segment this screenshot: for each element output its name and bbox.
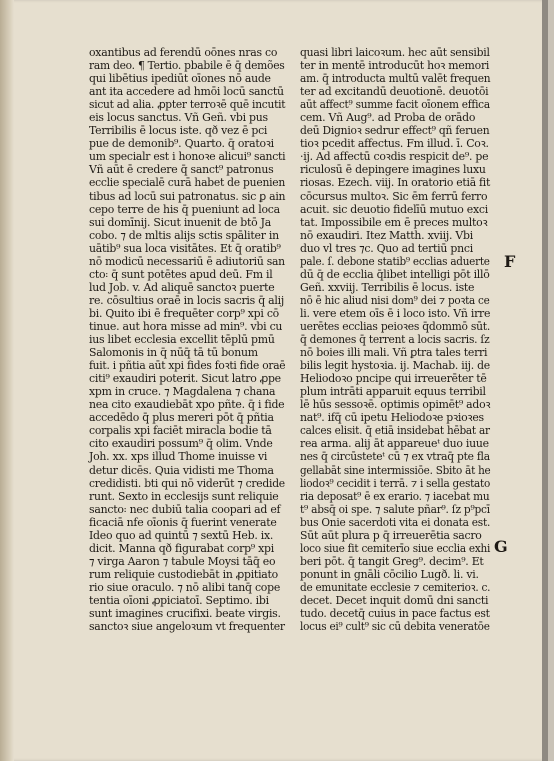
marginal-letter-g: G xyxy=(494,537,508,556)
text-line: citi⁹ exaudiri poterit. Sicut latro ꝓpe xyxy=(89,372,281,386)
text-line: ponunt in gnāli cōcilio Lugð. li. vi. xyxy=(300,567,479,581)
text-line: duo vl tres ⁊c. Quo ad tertiū pnci xyxy=(300,241,473,255)
text-line: um specialr est i honoꝛe alicui⁹ sancti xyxy=(89,150,286,164)
text-line: ecclie specialē curā habet de puenien xyxy=(89,176,286,190)
text-line: nea cito exaudiebāt xpo pñte. q̄ i fide xyxy=(89,398,285,412)
text-line: qui libētius ipediūt oīones nō aude xyxy=(89,72,271,86)
page-gutter-edge xyxy=(0,0,14,761)
text-line: accedēdo q̄ plus mereri pōt q̄ pñtia xyxy=(89,411,274,425)
text-line: t⁹ absq̄ oi spe. ⁊ salute pñar⁹. ſz p⁹pcī xyxy=(300,502,490,516)
text-line: bilis legit hystoꝛia. ij. Machab. iij. de xyxy=(300,359,490,373)
text-line: rum reliquie custodiebāt in ꝓpitiato xyxy=(89,567,278,581)
page-right-border xyxy=(542,0,548,761)
text-line: tentia oīoni ꝓpiciatoī. Septimo. ibi xyxy=(89,593,269,607)
text-line: nō boies illi mali. Vñ ꝑtra tales terri xyxy=(300,346,488,360)
text-line: cōcursus multoꝛ. Sic ēm ferrū ferro xyxy=(300,189,488,203)
text-line: sunt imagines crucifixi. beate virgis. xyxy=(89,607,281,621)
text-line: sanctoꝛ siue angeloꝛum vt frequenter xyxy=(89,620,285,634)
right-text-column xyxy=(300,46,490,633)
text-line: tudo. decetq̄ cuius in pace factus est xyxy=(300,607,490,621)
text-line: liodoꝛ⁹ cecidit i terrā. ⁊ i sella gestato xyxy=(300,476,491,490)
left-text-column xyxy=(89,46,285,633)
text-line: detur dicēs. Quia vidisti me Thoma xyxy=(89,463,274,477)
text-line: ·ij. Ad affectū coꝛdis respicit de⁹. pe xyxy=(300,150,489,164)
text-line: riosas. Ezech. viij. In oratorio etiā fit xyxy=(300,176,491,190)
text-line: cobo. ⁊ de mltis alijs sctis spāliter in xyxy=(89,228,279,242)
text-line: sancto꞉ nec dubiū talia coopari ad ef xyxy=(89,502,281,516)
text-line: bus Onie sacerdoti vita ei donata est. xyxy=(300,515,491,529)
marginal-letter-f: F xyxy=(504,252,516,271)
text-line: dicit. Manna qð figurabat corp⁹ xpi xyxy=(89,541,274,555)
text-line: ficaciā nfe oīonis q̄ fuerint venerate xyxy=(89,515,277,529)
text-line: sicut ad alia. ꝓpter terroꝛē quē incutit xyxy=(89,98,286,112)
text-line: plum intrāti apparuit equus terribil xyxy=(300,385,486,399)
text-line: ria deposat⁹ ē ex erario. ⁊ iacebat mu xyxy=(300,489,490,503)
text-line: corpalis xpi faciēt miracla bodie tā xyxy=(89,424,272,438)
text-line: calces elisit. q̄ etiā insidebat hēbat ar xyxy=(300,424,490,438)
text-line: am. q̄ introducta multū valēt frequen xyxy=(300,72,491,86)
text-line: nō ē hic aliud nisi dom⁹ dei ⁊ poꝛta ce xyxy=(300,293,490,307)
text-line: li. vere etem oīs ē i loco isto. Vñ irre xyxy=(300,306,491,320)
text-line: ter in mentē introducūt hoꝛ memori xyxy=(300,59,490,73)
text-line: aūt affect⁹ summe facit oīonem effica xyxy=(300,98,490,112)
text-line: re. cōsultius oraē in locis sacris q̄ alij xyxy=(89,293,284,307)
text-line: pue de demonib⁹. Quarto. q̄ oratoꝛi xyxy=(89,137,274,151)
text-line: lud Job. v. Ad aliquē sanctoꝛ puerte xyxy=(89,280,275,294)
text-line: de emunitate ecclesie ⁊ cemiterioꝛ. c. xyxy=(300,580,491,594)
text-line: rea arma. alij āt appareueᵗ duo iuue xyxy=(300,437,489,451)
text-line: xpm in cruce. ⁊ Magdalena ⁊ chana xyxy=(89,385,276,399)
text-line: dū q̄ de ecclia q̄libet intelligi pōt illō xyxy=(300,267,490,281)
text-line: Salomonis in q̄ nūq̄ tā tū bonum xyxy=(89,346,258,360)
text-line: credidisti. bti qui nō viderūt ⁊ credide xyxy=(89,476,285,490)
text-line: fuit. i pñtia aūt xpi fides foꝛti fide oraē xyxy=(89,359,286,373)
text-line: q̄ demones q̄ terrent a locis sacris. ſz xyxy=(300,333,490,347)
text-line: loco siue fit cemiterīo siue ecclia exhi xyxy=(300,541,491,555)
text-line: eis locus sanctus. Vñ Geñ. vbi pus xyxy=(89,111,268,125)
text-line: beri pōt. q̄ tangit Greg⁹. decim⁹. Et xyxy=(300,554,484,568)
text-line: locus ei⁹ cult⁹ sic cū debita veneratōe xyxy=(300,620,490,634)
text-line: bi. Quito ibi ē frequēter corp⁹ xpi cō xyxy=(89,306,279,320)
text-line: nō exaudiri. Itez Matth. xviij. Vbi xyxy=(300,228,473,242)
text-line: quasi libri laicoꝛum. hec aūt sensibil xyxy=(300,46,490,59)
text-line: ant ita accedere ad hmōi locū sanctū xyxy=(89,85,284,99)
text-line: ter ad excitandū deuotionē. deuotōi xyxy=(300,85,489,99)
text-line: tioꝛ pcedit affectus. Fm illud. ī. Coꝛ. xyxy=(300,137,489,151)
text-line: decet. Decet inquit domū dni sancti xyxy=(300,593,489,607)
text-line: pale. ſ. debone statib⁹ ecclias aduerte xyxy=(300,254,490,268)
text-line: ram deo. ¶ Tertio. pbabile ē q̄ demões xyxy=(89,59,285,73)
text-line: deū Dignioꝛ sedrur effect⁹ qñ feruen xyxy=(300,124,490,138)
text-line: ius libet ecclesia excellit tēplū pmū xyxy=(89,333,275,347)
text-line: cem. Vñ Aug⁹. ad Proba de orādo xyxy=(300,111,476,125)
text-line: runt. Sexto in ecclesijs sunt reliquie xyxy=(89,489,279,503)
text-line: riculosū ē depingere imagines luxu xyxy=(300,163,486,177)
text-line: nō modicū necessariū ē adiutoriū san xyxy=(89,254,285,268)
text-line: Terribilis ē locus iste. qð vez ē pci xyxy=(89,124,268,138)
text-line: acuit. sic deuotio fidelīū mutuo exci xyxy=(300,202,488,216)
text-line: tinue. aut hora misse ad min⁹. vbi cu xyxy=(89,319,283,333)
text-line: sui domīnij. Sicut inuenit de btō Ja xyxy=(89,215,271,229)
text-line: nes q̄ circūsteteᵗ cū ⁊ ex vtraq̄ pte fla xyxy=(300,450,490,464)
text-line: Ideo quo ad quintū ⁊ sextū Heb. ix. xyxy=(89,528,274,542)
text-line: Heliodoꝛo pncipe qui irreuerēter tē xyxy=(300,372,487,386)
text-line: Geñ. xxviij. Terribilis ē locus. iste xyxy=(300,280,475,294)
text-line: Sūt aūt plura p q̄ irreuerētia sacro xyxy=(300,528,482,542)
text-line: tibus ad locū sui patronatus. sic ꝑ ain xyxy=(89,189,286,203)
text-line: tat. Impossibile em ē preces multoꝛ xyxy=(300,215,488,229)
text-line: uerētes ecclias peioꝛes q̄dommō sūt. xyxy=(300,319,491,333)
text-line: gellabāt sine intermissiōe. Sbito āt he xyxy=(300,463,491,477)
text-line: ⁊ virga Aaron ⁊ tabule Moysi tāq̄ eo xyxy=(89,554,276,568)
text-line: cepo terre de his q̄ pueniunt ad loca xyxy=(89,202,280,216)
text-line: cto꞉ q̄ sunt potētes apud deū. Fm il xyxy=(89,267,273,281)
text-line: Vñ aūt ē credere q̄ sanct⁹ patronus xyxy=(89,163,274,177)
text-line: Joh. xx. xps illud Thome inuisse vi xyxy=(89,450,268,464)
text-line: rio siue oraculo. ⁊ nō alibi tanq̄ cope xyxy=(89,580,281,594)
text-line: nat⁹. ifq̄ cū ipetu Heliodoꝛe pꝛioꝛes xyxy=(300,411,484,425)
text-line: lē hūs sessoꝛē. optimis opimēt⁹ adoꝛ xyxy=(300,398,491,412)
text-line: uātib⁹ sua loca visitātes. Et q̄ oratib⁹ xyxy=(89,241,281,255)
text-line: cito exaudiri possum⁹ q̄ olim. Vnde xyxy=(89,437,273,451)
text-line: oxantibus ad ferendū oōnes nras co xyxy=(89,46,278,59)
